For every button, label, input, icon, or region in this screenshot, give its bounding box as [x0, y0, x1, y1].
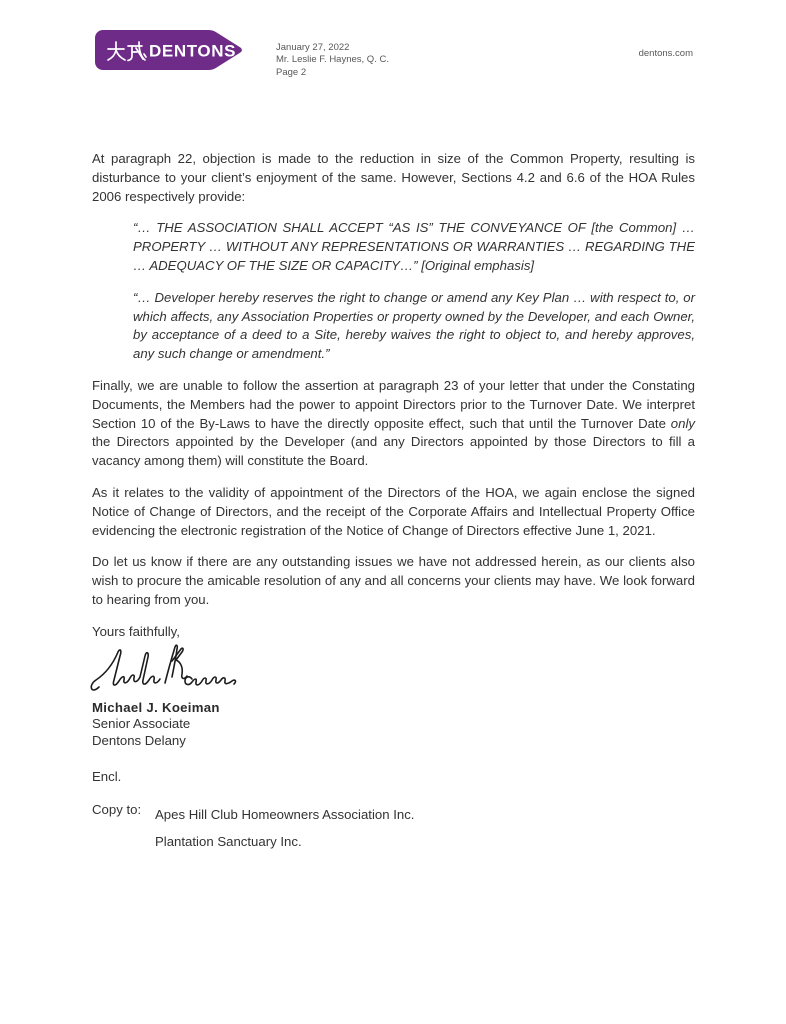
dentons-logo	[95, 30, 245, 70]
closing-salutation: Yours faithfully,	[92, 623, 180, 639]
copy-recipient: Plantation Sanctuary Inc.	[155, 833, 302, 849]
paragraph-notice-of-change: As it relates to the validity of appointment of the Directors of the HOA, we again enclose the signed Notice of Change of Directors, and the receipt of the Corporate Affairs and Intellectual Property Office evidencing the electronic registration of the Notice of Change of Directors effective June 1, 2021.	[92, 484, 695, 538]
paragraph-common-property: At paragraph 22, objection is made to the reduction in size of the Common Property, resulting is disturbance to your client’s enjoyment of the same. However, Sections 4.2 and 6.6 of the HOA Rules 2006 respectively provide:	[92, 151, 695, 204]
header-info-block	[276, 42, 389, 79]
signature-icon	[87, 643, 239, 699]
handwritten-signature	[87, 643, 695, 699]
paragraph-directors-appointment	[92, 377, 695, 471]
header-addressee: Mr. Leslie F. Haynes, Q. C.	[276, 54, 389, 66]
copy-recipient: Apes Hill Club Homeowners Association Inc.	[155, 806, 415, 822]
signatory-block	[92, 700, 695, 750]
letter-body	[92, 150, 695, 855]
header-page-number: Page 2	[276, 66, 307, 78]
dentons-website: dentons.com	[638, 48, 693, 59]
quote-hoa-rule-6-6: “… Developer hereby reserves the right to change or amend any Key Plan … with respect to, or which affects, any Association Properties or property owned by the Developer, and each Owner, by acceptance of a deed to a Site, hereby waives the right to object to, and hereby approves, any such change or amendment.”	[133, 289, 695, 362]
dentons-logo-icon	[95, 30, 245, 70]
enclosure-note: Encl.	[92, 768, 122, 784]
paragraph-directors-part2: the Directors appointed by the Developer (and any Directors appointed by those Directors to fill a vacancy among them) will constitute the Board.	[92, 434, 695, 469]
quote-hoa-rule-4-2: “… THE ASSOCIATION SHALL ACCEPT “AS IS” THE CONVEYANCE OF [the Common] … PROPERTY … WITHOUT ANY REPRESENTATIONS OR WARRANTIES … REGARDING THE … ADEQUACY OF THE SIZE OR CAPACITY…” [Original emphasis]	[133, 220, 695, 273]
paragraph-outstanding-issues: Do let us know if there are any outstanding issues we have not addressed herein, as our clients also wish to procure the amicable resolution of any and all concerns your clients may have. We look forward to hearing from you.	[92, 554, 695, 607]
header-date: January 27, 2022	[276, 42, 350, 53]
logo-brand-text: DENTONS	[149, 41, 237, 61]
copy-to-block	[92, 801, 695, 855]
signatory-title: Senior Associate	[92, 716, 191, 732]
copy-recipient-list	[155, 801, 414, 855]
signatory-firm: Dentons Delany	[92, 733, 186, 749]
signatory-name: Michael J. Koeiman	[92, 699, 220, 715]
copy-to-label: Copy to:	[92, 801, 142, 817]
paragraph-directors-emphasis: only	[670, 415, 695, 431]
paragraph-directors-part1: Finally, we are unable to follow the assertion at paragraph 23 of your letter that under the Constating Documents, the Members had the power to appoint Directors prior to the Turnover Date. We interpret Section 10 of the By-Laws to have the directly opposite effect, such that until the Turnover Date	[92, 377, 695, 431]
